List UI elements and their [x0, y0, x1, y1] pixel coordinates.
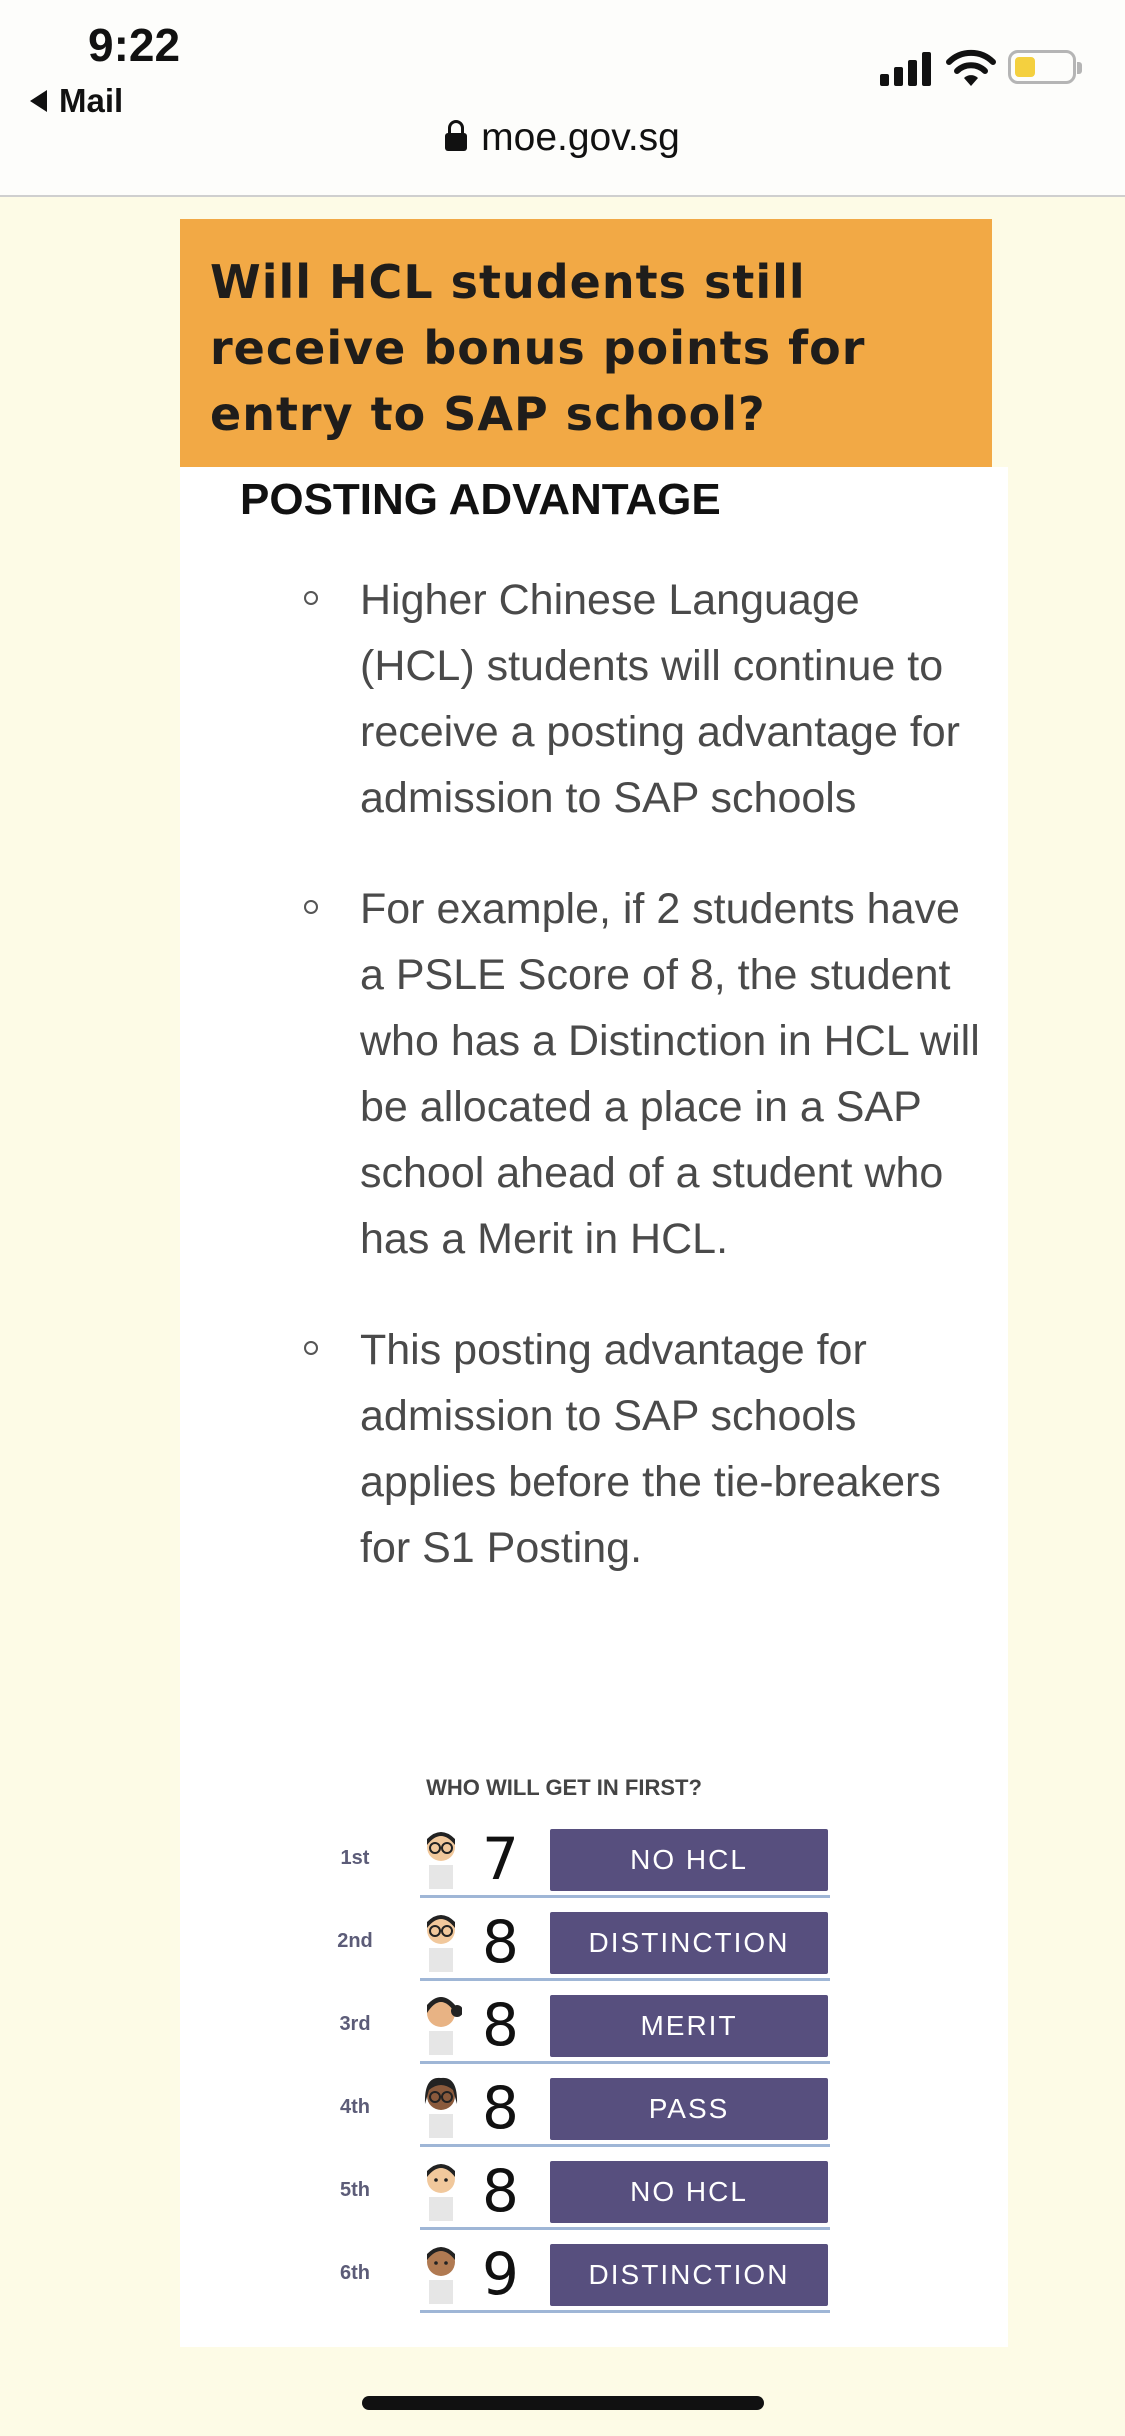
hcl-grade-badge: DISTINCTION — [550, 1912, 828, 1974]
hcl-grade-badge: NO HCL — [550, 1829, 828, 1891]
back-app-label: Mail — [59, 82, 124, 119]
faq-question-text: Will HCL students still receive bonus points for entry to SAP school? — [210, 255, 866, 441]
rank-label: 6th — [340, 2262, 370, 2284]
browser-top-bar — [0, 0, 1125, 197]
faq-question-header — [180, 219, 992, 467]
rank-label: 4th — [340, 2096, 370, 2118]
row-divider — [420, 1895, 830, 1898]
home-indicator[interactable] — [362, 2396, 764, 2410]
row-divider — [420, 1978, 830, 1981]
list-item — [360, 876, 980, 1272]
ranking-row — [340, 1825, 830, 1895]
ranking-row — [340, 2240, 830, 2310]
girl-ponytail-avatar-icon — [420, 1993, 462, 2055]
row-divider — [420, 2061, 830, 2064]
boy-glasses-avatar-icon — [420, 1827, 462, 1889]
psle-score: 8 — [482, 1991, 519, 2059]
list-item — [360, 567, 980, 831]
rank-label: 2nd — [337, 1930, 373, 1952]
psle-score: 8 — [482, 1908, 519, 1976]
status-time: 9:22 — [88, 19, 181, 71]
row-divider — [420, 2310, 830, 2313]
bullet-circle-icon — [304, 591, 318, 605]
ranking-row — [339, 1991, 830, 2061]
address-bar[interactable] — [0, 116, 1125, 160]
infographic-title: WHO WILL GET IN FIRST? — [426, 1775, 702, 1800]
row-divider — [420, 2227, 830, 2230]
rank-label: 1st — [340, 1847, 370, 1869]
cellular-signal-icon — [880, 52, 932, 86]
ranking-row — [340, 2074, 830, 2144]
back-to-mail-button[interactable] — [30, 82, 123, 120]
hcl-grade-badge: NO HCL — [550, 2161, 828, 2223]
hcl-grade-badge: DISTINCTION — [550, 2244, 828, 2306]
faq-answer-card — [180, 467, 1008, 2347]
bullet-list — [360, 567, 980, 1626]
boy-glasses-avatar-icon — [420, 1910, 462, 1972]
bullet-text: This posting advantage for admission to SAP schools applies before the tie-breakers for S1 Posting. — [360, 1326, 941, 1572]
url-text: moe.gov.sg — [481, 116, 680, 159]
rank-label: 5th — [340, 2179, 370, 2201]
psle-score: 8 — [482, 2074, 519, 2142]
hcl-grade-badge: MERIT — [550, 1995, 828, 2057]
bullet-circle-icon — [304, 900, 318, 914]
psle-score: 8 — [482, 2157, 519, 2225]
lock-icon — [445, 133, 467, 151]
posting-order-infographic — [337, 1775, 830, 2335]
ranking-row — [340, 2157, 830, 2227]
wifi-icon — [946, 48, 996, 88]
boy-dark-avatar-icon — [420, 2242, 462, 2304]
battery-icon — [1008, 50, 1076, 84]
list-item — [360, 1317, 980, 1581]
bullet-text: Higher Chinese Language (HCL) students will continue to receive a posting advantage for admission to SAP schools — [360, 576, 961, 822]
psle-score: 7 — [482, 1825, 519, 1893]
bullet-text: For example, if 2 students have a PSLE Score of 8, the student who has a Distinction in HCL will be allocated a place in a SAP school ahead of a student who has a Merit in HCL. — [360, 885, 980, 1263]
hcl-grade-badge: PASS — [550, 2078, 828, 2140]
section-title: POSTING ADVANTAGE — [240, 475, 721, 524]
back-arrow-icon — [30, 90, 47, 112]
psle-score: 9 — [482, 2240, 519, 2308]
bullet-circle-icon — [304, 1341, 318, 1355]
ranking-row — [337, 1908, 830, 1978]
row-divider — [420, 2144, 830, 2147]
boy-avatar-icon — [420, 2159, 462, 2221]
rank-label: 3rd — [339, 2013, 371, 2035]
girl-glasses-avatar-icon — [420, 2076, 462, 2138]
